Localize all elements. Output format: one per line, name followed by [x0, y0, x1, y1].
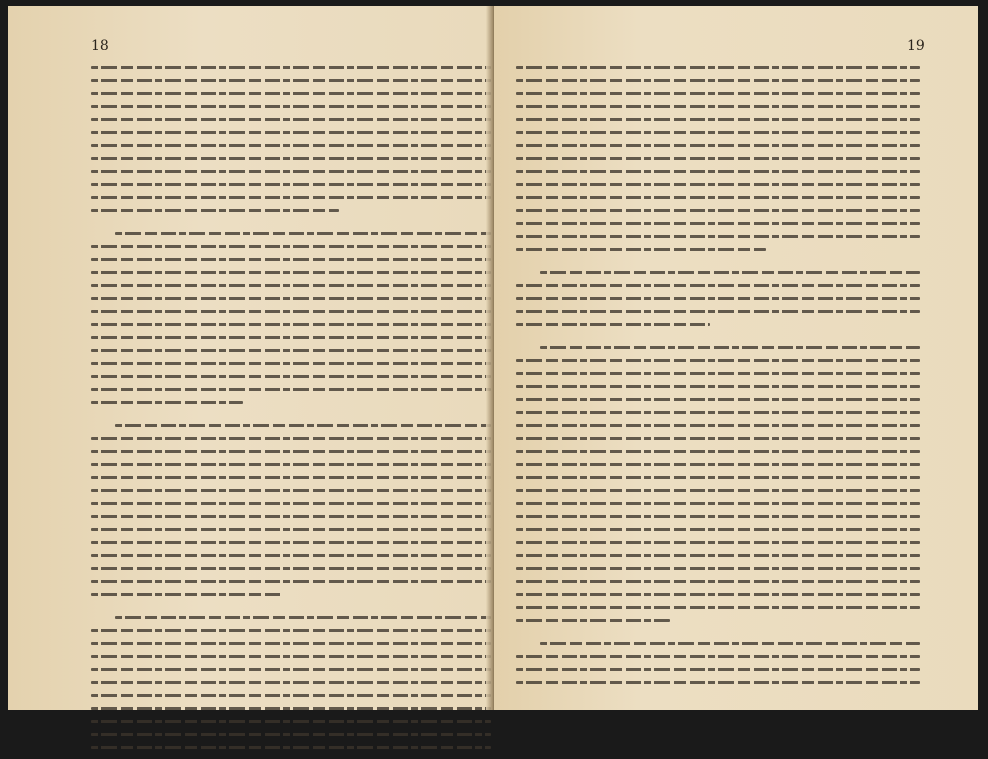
page-number-left: 18 [91, 38, 109, 54]
right-page-body [516, 66, 920, 694]
book-spread [8, 6, 978, 710]
left-page [8, 6, 492, 710]
left-page-body [91, 66, 491, 759]
page-number-right: 19 [907, 38, 925, 54]
right-page [494, 6, 978, 710]
